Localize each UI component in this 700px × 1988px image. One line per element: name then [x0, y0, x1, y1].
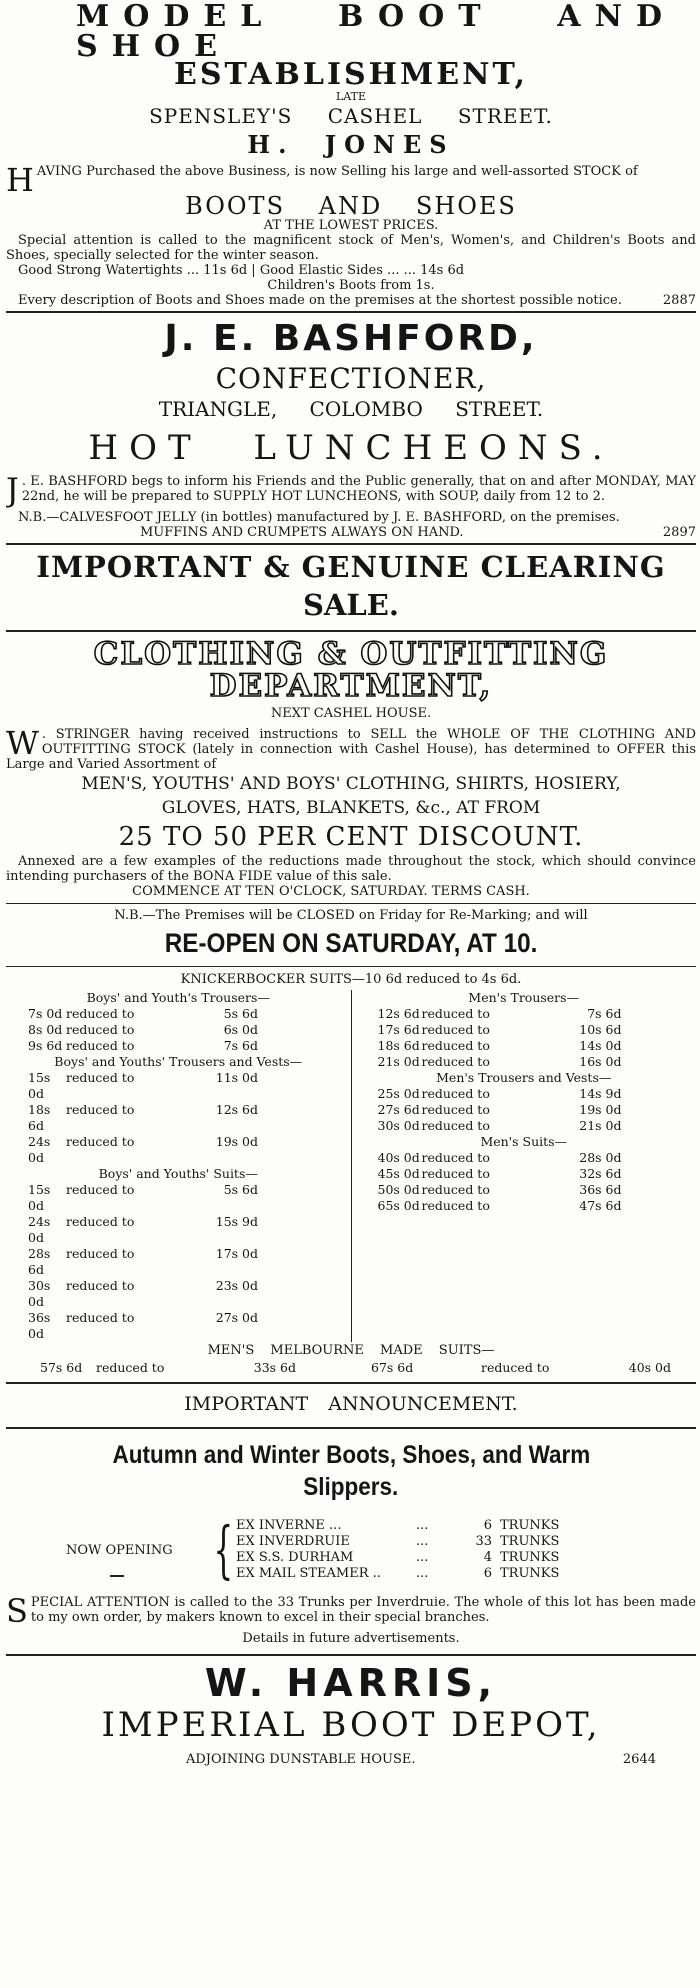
divider [6, 966, 696, 967]
melbourne-right [351, 1359, 696, 1376]
ship-dots: ... [416, 1550, 429, 1565]
ad4-details: Details in future advertisements. [242, 1631, 460, 1646]
was-price: 50s 0d [377, 1182, 420, 1197]
price-row [352, 1006, 697, 1022]
price-row [352, 1166, 697, 1182]
ad4-imperial: IMPERIAL BOOT DEPOT, [101, 1705, 601, 1745]
new-price: 16s 0d [579, 1054, 622, 1069]
new-price: 14s 9d [579, 1086, 622, 1101]
ad-harris [6, 1387, 696, 1767]
melb-left-now: 33s 6d [253, 1360, 296, 1375]
reduced-label: reduced to [66, 1182, 135, 1197]
was-price: 15s 0d [28, 1070, 51, 1101]
price-group-heading: Men's Trousers and Vests— [436, 1070, 612, 1085]
ad2-num: 2897 [662, 525, 696, 540]
divider [6, 1427, 696, 1429]
ship-row [236, 1518, 572, 1534]
new-price: 7s 6d [223, 1038, 258, 1053]
newspaper-page [6, 0, 696, 1988]
melb-left-was: 57s 6d [40, 1360, 83, 1375]
price-group-heading: Boys' and Youths' Suits— [98, 1166, 258, 1181]
was-price: 18s 6d [377, 1038, 420, 1053]
ship-name: EX INVERDRUIE [236, 1534, 350, 1549]
ad1-num: 2887 [662, 293, 696, 308]
ad4-autumn2-text: Slippers. [303, 1473, 399, 1501]
price-row [6, 1214, 351, 1246]
was-price: 30s 0d [377, 1118, 420, 1133]
ad1-spensley: SPENSLEY'S CASHEL STREET. [149, 104, 553, 128]
ad1-children: Children's Boots from 1s. [267, 278, 435, 293]
new-price: 14s 0d [579, 1038, 622, 1053]
was-price: 25s 0d [377, 1086, 420, 1101]
ad2-name: J. E. BASHFORD, [164, 318, 538, 359]
ship-dots: ... [416, 1518, 429, 1533]
trunks-label: TRUNKS [500, 1550, 560, 1565]
ad-clearing-sale [6, 548, 696, 1376]
brace-icon: { [213, 1513, 234, 1586]
ad3-mens1: MEN'S, YOUTHS' AND BOYS' CLOTHING, SHIRTS, HOSIERY, [81, 774, 621, 794]
new-price: 5s 6d [223, 1182, 258, 1197]
price-column-right [351, 990, 697, 1342]
new-price: 36s 6d [579, 1182, 622, 1197]
was-price: 9s 6d [28, 1038, 63, 1053]
was-price: 65s 0d [377, 1198, 420, 1213]
ad2-dropcap: J [6, 471, 19, 509]
ad3-commence: COMMENCE AT TEN O'CLOCK, SATURDAY. TERMS CASH. [132, 884, 530, 899]
ad4-adjoining: ADJOINING DUNSTABLE HOUSE. [186, 1752, 416, 1767]
was-price: 36s 0d [28, 1310, 51, 1341]
was-price: 7s 0d [28, 1006, 63, 1021]
price-row [6, 1182, 351, 1214]
ship-dots: ... [416, 1534, 429, 1549]
reduced-label: reduced to [66, 1134, 135, 1149]
ad1-title2: ESTABLISHMENT, [174, 57, 528, 92]
new-price: 19s 0d [215, 1134, 258, 1149]
ship-dots: ... [416, 1566, 429, 1581]
divider [6, 903, 696, 904]
melb-left-reduced: reduced to [96, 1360, 165, 1375]
reduced-label: reduced to [421, 1022, 490, 1037]
reduced-label: reduced to [421, 1118, 490, 1133]
price-row [6, 1102, 351, 1134]
price-group-heading: Men's Trousers— [468, 990, 580, 1005]
ad3-melbourne: MEN'S MELBOURNE MADE SUITS— [207, 1343, 495, 1358]
ad2-muffins: MUFFINS AND CRUMPETS ALWAYS ON HAND. [140, 525, 464, 540]
ship-row [236, 1550, 572, 1566]
ad1-boots: BOOTS AND SHOES [185, 192, 517, 220]
trunk-count: 6 [483, 1566, 492, 1581]
ad4-announcement: IMPORTANT ANNOUNCEMENT. [184, 1393, 518, 1415]
ad2-nb: N.B.—CALVESFOOT JELLY (in bottles) manufactured by J. E. BASHFORD, on the premises. [18, 510, 620, 525]
price-row [6, 1246, 351, 1278]
was-price: 30s 0d [28, 1278, 51, 1309]
reduced-label: reduced to [421, 1006, 490, 1021]
ad3-discount: 25 TO 50 PER CENT DISCOUNT. [118, 822, 584, 852]
was-price: 17s 6d [377, 1022, 420, 1037]
ad3-knicker: KNICKERBOCKER SUITS—10 6d reduced to 4s 6d. [180, 972, 522, 987]
reduced-label: reduced to [421, 1038, 490, 1053]
ad3-headline1: IMPORTANT & GENUINE CLEARING [36, 550, 666, 584]
ad4-autumn2 [6, 1471, 696, 1503]
new-price: 21s 0d [579, 1118, 622, 1133]
new-price: 6s 0d [223, 1022, 258, 1037]
ad4-num: 2644 [622, 1752, 656, 1767]
ad-model-boot [6, 0, 696, 308]
reduced-label: reduced to [421, 1086, 490, 1101]
ad1-intro [6, 161, 696, 199]
price-group-heading: Men's Suits— [480, 1134, 568, 1149]
reduced-label: reduced to [421, 1198, 490, 1213]
ad4-special [6, 1592, 696, 1630]
ad1-intro-text: AVING Purchased the above Business, is now Selling his large and well-assorted STOCK of [36, 164, 638, 179]
price-row [352, 1182, 697, 1198]
new-price: 28s 0d [579, 1150, 622, 1165]
melb-right-reduced: reduced to [481, 1360, 550, 1375]
reduced-label: reduced to [421, 1150, 490, 1165]
ad3-mens2: GLOVES, HATS, BLANKETS, &c., AT FROM [161, 798, 541, 818]
trunks-label: TRUNKS [500, 1534, 560, 1549]
ad1-jones: H. JONES [247, 130, 455, 159]
ad4-special-text: PECIAL ATTENTION is called to the 33 Trunks per Inverdruie. The whole of this lot has been made to my own order, by makers known to excel in their special branches. [30, 1595, 696, 1625]
was-price: 27s 6d [377, 1102, 420, 1117]
price-row [6, 1310, 351, 1342]
was-price: 24s 0d [28, 1214, 51, 1245]
melbourne-left [6, 1359, 351, 1376]
melb-right-was: 67s 6d [371, 1360, 414, 1375]
price-group-heading: Boys' and Youth's Trousers— [86, 990, 270, 1005]
price-row [352, 1022, 697, 1038]
reduced-label: reduced to [66, 1214, 135, 1229]
price-row [6, 1134, 351, 1166]
ad3-closed: N.B.—The Premises will be CLOSED on Friday for Re-Marking; and will [114, 908, 588, 923]
price-row [352, 1150, 697, 1166]
reduced-label: reduced to [66, 1038, 135, 1053]
was-price: 40s 0d [377, 1150, 420, 1165]
was-price: 24s 0d [28, 1134, 51, 1165]
was-price: 45s 0d [377, 1166, 420, 1181]
new-price: 23s 0d [215, 1278, 258, 1293]
price-row [352, 1086, 697, 1102]
melbourne-row [6, 1359, 696, 1376]
ad2-body [6, 471, 696, 509]
divider [6, 1382, 696, 1384]
ad1-every: Every description of Boots and Shoes made on the premises at the shortest possible notice. [18, 293, 622, 308]
new-price: 17s 0d [215, 1246, 258, 1261]
ad3-body [6, 724, 696, 772]
ad2-hot: HOT LUNCHEONS. [88, 428, 614, 468]
ad1-lowest: AT THE LOWEST PRICES. [263, 218, 439, 233]
new-price: 32s 6d [579, 1166, 622, 1181]
new-price: 19s 0d [579, 1102, 622, 1117]
dash-mark [110, 1575, 124, 1577]
divider [6, 311, 696, 313]
new-price: 5s 6d [223, 1006, 258, 1021]
ad4-bottom-line [6, 1746, 696, 1767]
trunk-count: 33 [475, 1534, 492, 1549]
ad3-reopen [6, 923, 696, 964]
new-price: 10s 6d [579, 1022, 622, 1037]
was-price: 12s 6d [377, 1006, 420, 1021]
ad1-late: LATE [335, 90, 366, 103]
divider [6, 543, 696, 545]
reduced-label: reduced to [66, 1310, 135, 1325]
ad1-prices: Good Strong Watertights ... 11s 6d | Good Elastic Sides ... ... 14s 6d [18, 263, 465, 278]
ship-name: EX S.S. DURHAM [236, 1550, 354, 1565]
new-price: 11s 0d [215, 1070, 258, 1085]
reduced-label: reduced to [66, 1022, 135, 1037]
was-price: 28s 6d [28, 1246, 51, 1277]
price-row [6, 1070, 351, 1102]
ad1-special: Special attention is called to the magnificent stock of Men's, Women's, and Children's Boots and Shoes, specially selected for the winter season. [6, 233, 696, 263]
new-price: 7s 6d [587, 1006, 622, 1021]
new-price: 12s 6d [215, 1102, 258, 1117]
reduced-label: reduced to [66, 1102, 135, 1117]
ship-row [236, 1566, 572, 1582]
price-row [6, 1006, 351, 1022]
ad3-annexed: Annexed are a few examples of the reductions made throughout the stock, which should convince intending purchasers of the BONA FIDE value of this sale. [6, 854, 696, 884]
melb-right-now: 40s 0d [628, 1360, 671, 1375]
ad3-clothing2: DEPARTMENT, [209, 668, 493, 704]
ad4-autumn1 [6, 1439, 696, 1471]
ad4-dropcap: S [6, 1592, 28, 1630]
ad1-title1: MODEL BOOT AND SHOE [76, 0, 676, 64]
ad4-harris: W. HARRIS, [204, 1661, 498, 1705]
new-price: 27s 0d [215, 1310, 258, 1325]
divider [6, 1654, 696, 1656]
price-column-left [6, 990, 351, 1342]
price-row [352, 1054, 697, 1070]
ad1-title-line1 [6, 0, 696, 62]
was-price: 21s 0d [377, 1054, 420, 1069]
reduced-label: reduced to [66, 1006, 135, 1021]
ad2-confectioner: CONFECTIONER, [215, 362, 487, 395]
ship-list [236, 1518, 572, 1582]
was-price: 8s 0d [28, 1022, 63, 1037]
ship-row [236, 1534, 572, 1550]
ad3-next: NEXT CASHEL HOUSE. [270, 706, 432, 721]
ad2-body-text: . E. BASHFORD begs to inform his Friends and the Public generally, that on and after MONDAY, MAY 22nd, he will be prepared to SUPPLY HOT LUNCHEONS, with SOUP, daily from 12 to 2. [21, 474, 696, 504]
ad3-dropcap: W [6, 724, 39, 762]
trunk-count: 4 [483, 1550, 492, 1565]
ad2-address: TRIANGLE, COLOMBO STREET. [158, 397, 544, 421]
price-row [6, 1278, 351, 1310]
reduced-label: reduced to [66, 1278, 135, 1293]
ad-bashford [6, 316, 696, 540]
reduced-label: reduced to [421, 1102, 490, 1117]
ship-name: EX MAIL STEAMER .. [236, 1566, 381, 1581]
reduced-label: reduced to [421, 1054, 490, 1069]
ad3-body-text: . STRINGER having received instructions to SELL the WHOLE OF THE CLOTHING AND OUTFITTING STOCK (lately in connection with Cashel House), has determined to OFFER this Large and Varied Assortment of [6, 727, 696, 772]
trunks-label: TRUNKS [500, 1518, 560, 1533]
price-columns [6, 990, 696, 1342]
reduced-label: reduced to [421, 1182, 490, 1197]
ship-name: EX INVERNE ... [236, 1518, 342, 1533]
ad3-clothing1: CLOTHING & OUTFITTING [93, 636, 609, 672]
reduced-label: reduced to [66, 1246, 135, 1261]
trunk-count: 6 [483, 1518, 492, 1533]
reduced-label: reduced to [421, 1166, 490, 1181]
price-row [352, 1198, 697, 1214]
price-row [6, 1038, 351, 1054]
price-row [352, 1102, 697, 1118]
price-row [352, 1038, 697, 1054]
price-row [6, 1022, 351, 1038]
ad4-now-opening: NOW OPENING [66, 1542, 173, 1558]
divider [6, 630, 696, 632]
ad4-autumn1-text: Autumn and Winter Boots, Shoes, and Warm [112, 1441, 590, 1469]
ad3-headline2: SALE. [302, 588, 400, 622]
new-price: 47s 6d [579, 1198, 622, 1213]
trunks-label: TRUNKS [500, 1566, 560, 1581]
reduced-label: reduced to [66, 1070, 135, 1085]
was-price: 15s 0d [28, 1182, 51, 1213]
ad2-muffins-line [6, 525, 696, 540]
price-row [352, 1118, 697, 1134]
ad1-dropcap: H [6, 161, 34, 199]
new-price: 15s 9d [215, 1214, 258, 1229]
was-price: 18s 6d [28, 1102, 51, 1133]
ad3-reopen-text: RE-OPEN ON SATURDAY, AT 10. [164, 928, 538, 958]
price-group-heading: Boys' and Youths' Trousers and Vests— [54, 1054, 303, 1069]
